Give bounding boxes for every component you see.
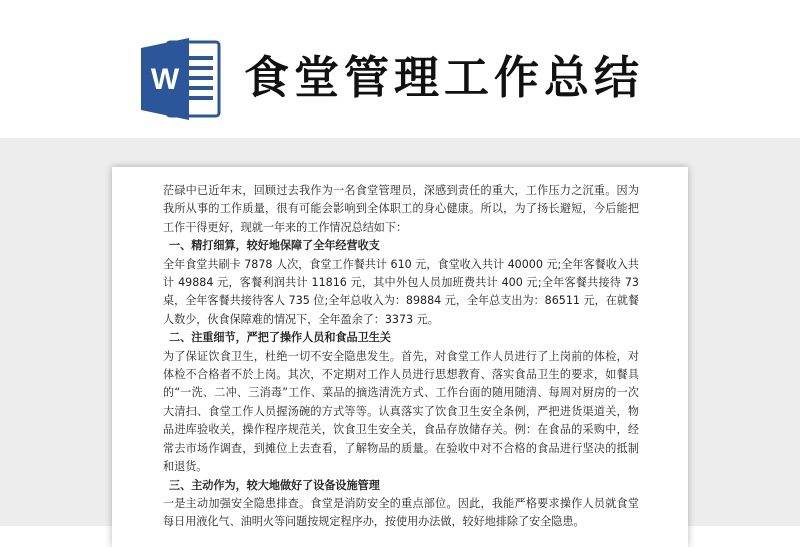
section-heading-3: 三、主动作为，较大地做好了设备设施管理 [169,478,380,492]
section-heading-2: 二、注重细节，严把了操作人员和食品卫生关 [169,331,391,345]
text-line [185,56,213,60]
section-paragraph-1: 全年食堂共刷卡 7878 人次，食堂工作餐共计 610 元，食堂收入共计 40000 元;全年客餐收入共计 49884 元，客餐利润共计 11816 元，其中外包人员加班费共计 400 元;全年客餐共接待 73 桌，全年客餐共接待客人 735 位;全年总收入为：89884 元，全年总支出为：86511 元，在就餐人数少，伙食保障难的情况下，全年盈余了：3373 元。 [163,257,639,326]
word-document-icon [141,36,221,120]
text-line [185,66,213,70]
logo-letter: W [150,63,180,96]
text-line [185,86,213,90]
section-paragraph-2: 为了保证饮食卫生，杜绝一切不安全隐患发生。首先，对食堂工作人员进行了上岗前的体检，对体检不合格者不於上岗。其次，不定期对工作人员进行思想教育、落实食品卫生的要求，如餐具的“一洗、二冲、三消毒”工作、菜品的摘选清洗方式、工作台面的随用随清、每周对厨房的一次大清扫、食堂工作人员握汤碗的方式等等。认真落实了饮食卫生安全条例，严把进货渠道关，物品进库验收关，操作程序规范关，饮食卫生安全关，食品存放储存关。例：在食品的采购中，经常去市场作调查，到摊位上去查看，了解物品的质量。在验收中对不合格的食品进行坚决的抵制和退货。 [163,349,639,474]
intro-paragraph: 茫碌中已近年末，回顾过去我作为一名食堂管理员，深感到责任的重大，工作压力之沉重。因为我所从事的工作质量，很有可能会影响到全体职工的身心健康。所以，为了扬长避短，今后能把工作干得更好，现就一年来的工作情况总结如下： [163,184,639,234]
section-paragraph-3: 一是主动加强安全隐患排查。食堂是消防安全的重点部位。因此，我能严格要求操作人员就食堂每日用液化气、油明火等问题按规定程序办，按使用办法做，较好地排除了安全隐患。 [163,496,639,529]
text-line [185,76,213,80]
text-line [185,96,213,100]
document-body [163,182,639,532]
section-heading-1: 一、精打细算，较好地保障了全年经营收支 [169,239,380,253]
document-title: 食堂管理工作总结 [244,51,645,104]
